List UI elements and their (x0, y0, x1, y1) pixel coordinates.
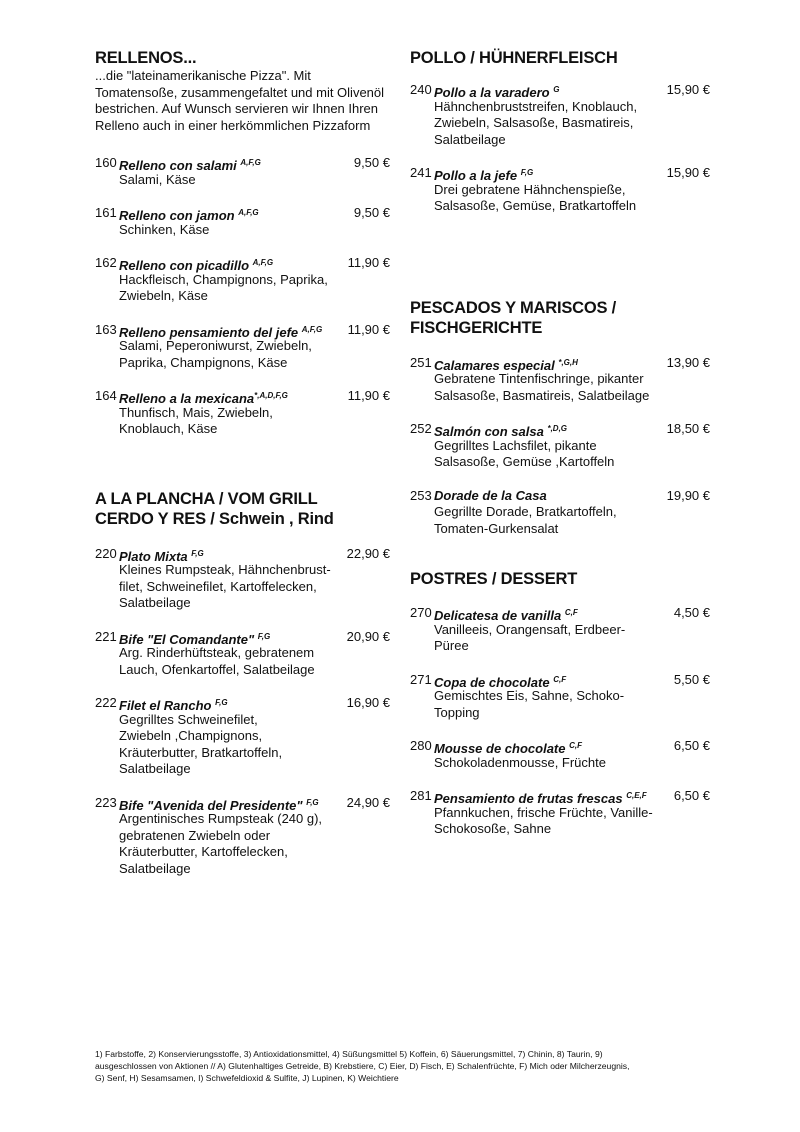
item-price: 19,90 € (666, 487, 710, 503)
section-title-pollo: POLLO / HÜHNERFLEISCH (410, 49, 618, 67)
menu-item (410, 605, 710, 655)
allergen-codes: *,A,D,F,G (254, 391, 288, 400)
item-name: Delicatesa de vanilla $^{C,F}$ (434, 608, 578, 623)
allergen-codes: C,F (553, 674, 567, 684)
item-price: 15,90 € (666, 165, 710, 180)
allergen-codes: F,G (306, 797, 319, 807)
item-name: Calamares especial $^{*,G,H}$ (434, 357, 578, 373)
allergen-codes: C,E,F (626, 791, 647, 800)
allergen-codes: A,F,G (252, 258, 274, 267)
item-price: 13,90 € (666, 354, 710, 370)
allergen-codes: F,G (191, 548, 204, 558)
item-description: Gegrilltes Lachsfilet, pikante Salsasoße, Gemüse ,Kartoffeln (434, 437, 615, 469)
allergen-codes: A,F,G (240, 158, 261, 167)
item-number: 280 (410, 738, 432, 753)
item-name: Copa de chocolate $^{C,F}$ (434, 674, 567, 690)
item-number: 162 (95, 255, 117, 270)
item-name: Pensamiento de frutas frescas $^{C,E,F}$ (434, 791, 647, 806)
menu-item (410, 738, 710, 771)
menu-item (95, 255, 390, 305)
item-price: 5,50 € (673, 671, 710, 687)
item-price: 22,90 € (346, 545, 390, 561)
item-number: 223 (95, 794, 117, 810)
item-description: Argentinisches Rumpsteak (240 g), gebratenen Zwiebeln oder Kräuterbutter, Kartoffelecken, Salatbeilage (119, 811, 323, 876)
item-price: 16,90 € (346, 695, 390, 710)
item-price: 6,50 € (673, 738, 710, 753)
item-description: Gebratene Tintenfischringe, pikanter Salsasoße, Basmatireis, Salatbeilage (434, 371, 650, 403)
item-description: Arg. Rinderhüftsteak, gebratenem Lauch, Ofenkartoffel, Salatbeilage (119, 645, 315, 677)
left-column (95, 48, 390, 877)
item-price: 6,50 € (673, 788, 710, 803)
footnote-line: G) Senf, H) Sesamsamen, I) Schwefeldioxid & Sulfite, J) Lupinen, K) Weichtiere (95, 1073, 399, 1083)
item-price: 11,90 € (347, 388, 390, 403)
item-number: 221 (95, 628, 117, 644)
item-number: 251 (410, 354, 432, 370)
item-price: 18,50 € (666, 421, 710, 436)
allergen-codes: A,F,G (238, 208, 259, 217)
item-description: Drei gebratene Hähnchenspieße, Salsasoße, Gemüse, Bratkartoffeln (434, 181, 637, 213)
item-description: Vanilleeis, Orangensaft, Erdbeer- Püree (434, 621, 626, 653)
item-name: Relleno con picadillo $^{A,F,G}$ (119, 258, 274, 273)
section-title-pescados: PESCADOS Y MARISCOS / FISCHGERICHTE (410, 298, 617, 337)
menu-item (410, 421, 710, 471)
item-name: Pollo a la jefe $^{F,G}$ (434, 168, 534, 183)
menu-item (410, 165, 710, 215)
item-number: 241 (410, 165, 432, 180)
item-name: Plato Mixta $^{F,G}$ (119, 548, 204, 564)
rellenos-intro (95, 68, 385, 134)
section-title-rellenos: RELLENOS... (95, 49, 197, 67)
intro-line: bestrichen. Auf Wunsch servieren wir Ihnen Ihren (95, 101, 379, 116)
footnote-line: 1) Farbstoffe, 2) Konservierungsstoffe, 3) Antioxidationsmittel, 4) Süßungsmittel 5) Koffein, 6) Säuerungsmittel, 7) Chinin, 8) Taurin, 9) (95, 1049, 603, 1059)
item-description: Salami, Peperoniwurst, Zwiebeln, Paprika, Champignons, Käse (119, 338, 312, 370)
item-price: 15,90 € (666, 82, 710, 97)
item-description: Schokoladenmousse, Früchte (434, 754, 606, 770)
item-description: Thunfisch, Mais, Zwiebeln, Knoblauch, Käse (119, 404, 273, 436)
menu-item (95, 388, 390, 438)
item-number: 220 (95, 545, 117, 561)
menu-item (95, 795, 390, 878)
intro-line: Relleno auch in einer herkömmlichen Pizzaform (95, 117, 371, 133)
item-name: Relleno a la mexicana$^{*,A,D,F,G}$ (119, 391, 288, 406)
item-number: 253 (410, 487, 432, 503)
item-name: Bife "Avenida del Presidente" $^{F,G}$ (119, 797, 319, 813)
allergen-codes: F,G (215, 698, 228, 707)
section-title-plancha: A LA PLANCHA / VOM GRILL CERDO Y RES / Schwein , Rind (95, 489, 334, 528)
item-name: Salmón con salsa $^{*,D,G}$ (434, 424, 568, 439)
item-name: Filet el Rancho $^{F,G}$ (119, 698, 228, 713)
menu-item (95, 205, 390, 238)
item-description: Kleines Rumpsteak, Hähnchenbrust- filet, Schweinefilet, Kartoffelecken, Salatbeilage (119, 562, 331, 610)
item-number: 160 (95, 155, 117, 170)
menu-item (95, 695, 390, 778)
section-title-postres: POSTRES / DESSERT (410, 570, 578, 588)
item-number: 163 (95, 321, 117, 337)
item-price: 20,90 € (346, 628, 390, 644)
item-name: Bife "El Comandante" $^{F,G}$ (119, 631, 271, 647)
allergen-codes: *,G,H (558, 357, 578, 367)
item-description: Schinken, Käse (119, 221, 210, 237)
item-price: 11,90 € (347, 321, 390, 337)
item-name: Mousse de chocolate $^{C,F}$ (434, 741, 582, 756)
menu-item (410, 355, 710, 405)
item-number: 281 (410, 788, 432, 803)
rellenos-list (95, 155, 390, 438)
menu-item (95, 322, 390, 372)
right-column (410, 48, 710, 838)
item-price: 4,50 € (673, 605, 710, 620)
menu-item (410, 788, 710, 838)
pescados-list (410, 355, 710, 538)
postres-list (410, 605, 710, 838)
item-price: 9,50 € (353, 205, 390, 220)
allergen-codes: C,F (564, 608, 578, 617)
item-description: Gegrillte Dorade, Bratkartoffeln, Tomaten-Gurkensalat (434, 504, 617, 536)
item-number: 164 (95, 388, 117, 403)
item-name: Relleno pensamiento del jefe $^{A,F,G}$ (119, 324, 323, 340)
allergen-footnote (95, 1048, 725, 1084)
plancha-list (95, 546, 390, 878)
allergen-codes: A,F,G (301, 324, 323, 334)
item-description: Salami, Käse (119, 171, 196, 187)
intro-line: Tomatensoße, zusammengefaltet und mit Olivenöl (95, 84, 385, 100)
menu-item (95, 629, 390, 679)
item-number: 161 (95, 205, 117, 220)
item-number: 222 (95, 695, 117, 710)
allergen-codes: G (553, 85, 560, 94)
item-price: 9,50 € (353, 155, 390, 170)
menu-item (410, 672, 710, 722)
footnote-line: ausgeschlossen von Aktionen // A) Glutenhaltiges Getreide, B) Krebstiere, C) Eier, D) Fisch, E) Schalenfrüchte, F) Mich oder Milcherzeugnis, (95, 1061, 630, 1071)
menu-item (410, 82, 710, 148)
item-description: Pfannkuchen, frische Früchte, Vanille- Schokosoße, Sahne (434, 804, 653, 836)
allergen-codes: C,F (569, 741, 582, 750)
item-name: Dorade de la Casa (434, 487, 547, 503)
item-description: Hackfleisch, Champignons, Paprika, Zwiebeln, Käse (119, 271, 328, 303)
item-name: Pollo a la varadero $^G$ (434, 85, 560, 100)
allergen-codes: *,D,G (547, 424, 568, 433)
menu-item (95, 546, 390, 612)
item-number: 270 (410, 605, 432, 620)
item-number: 252 (410, 421, 432, 436)
intro-line: ...die "lateinamerikanische Pizza". Mit (95, 68, 311, 83)
allergen-codes: F,G (520, 168, 534, 177)
item-price: 11,90 € (347, 255, 390, 270)
item-number: 271 (410, 671, 432, 687)
item-description: Gemischtes Eis, Sahne, Schoko- Topping (434, 688, 625, 720)
item-number: 240 (410, 82, 432, 97)
menu-item (95, 155, 390, 188)
item-name: Relleno con salami $^{A,F,G}$ (119, 158, 261, 173)
item-description: Hähnchenbruststreifen, Knoblauch, Zwiebeln, Salsasoße, Basmatireis, Salatbeilage (434, 98, 638, 147)
item-price: 24,90 € (346, 794, 390, 810)
menu-item (410, 488, 710, 538)
item-description: Gegrilltes Schweinefilet, Zwiebeln ,Champignons, Kräuterbutter, Bratkartoffeln, Salatbeilage (119, 711, 283, 776)
allergen-codes: F,G (257, 631, 271, 641)
item-name: Relleno con jamon $^{A,F,G}$ (119, 208, 259, 223)
pollo-list (410, 82, 710, 215)
